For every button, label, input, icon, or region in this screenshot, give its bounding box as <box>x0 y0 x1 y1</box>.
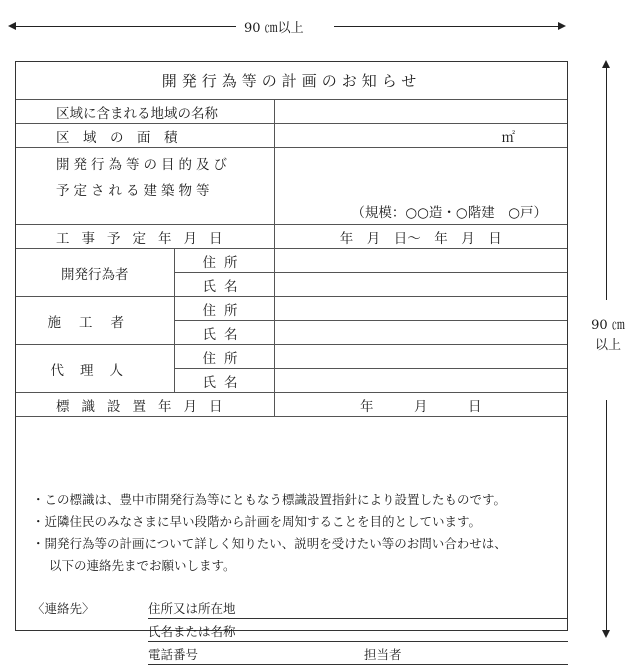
sign-date-label: 標識設置年月日 <box>16 393 274 417</box>
notes <box>32 489 507 577</box>
area-label: 区 域 の 面 積 <box>16 124 274 148</box>
agent-address-value <box>274 345 567 369</box>
table-row <box>16 124 567 148</box>
height-label: 90 ㎝ 以上 <box>591 318 625 353</box>
contact-person-label: 担当者 <box>364 647 402 662</box>
table-row <box>16 345 567 369</box>
name-label: 氏名 <box>174 369 274 393</box>
table-row <box>16 100 567 124</box>
contact-address-line <box>148 599 568 619</box>
contact-phone-line <box>148 645 568 665</box>
note-line: ・開発行為等の計画について詳しく知りたい、説明を受けたい等のお問い合わせは、 <box>32 536 507 551</box>
contact-name-line <box>148 622 568 642</box>
note-line: 以下の連絡先までお願いします。 <box>49 558 236 573</box>
agent-name-value <box>274 369 567 393</box>
table-row <box>16 225 567 249</box>
notice-board <box>15 61 568 662</box>
contact-phone-label: 電話番号 <box>148 647 199 662</box>
table-row <box>16 297 567 321</box>
arrow-right-icon <box>558 22 566 30</box>
area-name-value <box>274 100 567 124</box>
construction-dates-label: 工事予定年月日 <box>16 225 274 249</box>
developer-name-value <box>274 273 567 297</box>
title-row <box>16 62 567 100</box>
dimension-line <box>334 26 560 27</box>
contractor-name-value <box>274 321 567 345</box>
address-label: 住所 <box>174 345 274 369</box>
scale-note: （規模：○○造・○階建 ○戸） <box>274 148 567 225</box>
arrow-up-icon <box>602 60 610 68</box>
name-label: 氏名 <box>174 273 274 297</box>
table-row <box>16 393 567 417</box>
dimension-line <box>606 68 607 300</box>
note-line: ・この標識は、豊中市開発行為等にともなう標識設置指針により設置したものです。 <box>32 492 507 507</box>
contact-address-label: 住所又は所在地 <box>148 601 236 616</box>
table-row <box>16 249 567 273</box>
developer-label: 開発行為者 <box>16 249 174 297</box>
area-unit: ㎡ <box>274 124 567 148</box>
name-label: 氏名 <box>174 321 274 345</box>
address-label: 住所 <box>174 297 274 321</box>
agent-label: 代理人 <box>16 345 174 393</box>
notice-table <box>16 62 567 417</box>
dimension-line <box>14 26 236 27</box>
note-line: ・近隣住民のみなさまに早い段階から計画を周知することを目的としています。 <box>32 514 482 529</box>
arrow-down-icon <box>602 630 610 638</box>
sign-date-value: 年 月 日 <box>274 393 567 417</box>
area-name-label: 区域に含まれる地域の名称 <box>16 100 274 124</box>
board-title: 開発行為等の計画のお知らせ <box>16 62 567 100</box>
contractor-address-value <box>274 297 567 321</box>
contact-label: 〈連絡先〉 <box>32 601 95 616</box>
dimension-line <box>606 400 607 630</box>
purpose-label: 開発行為等の目的及び 予定される建築物等 <box>16 148 274 225</box>
developer-address-value <box>274 249 567 273</box>
contractor-label: 施工者 <box>16 297 174 345</box>
address-label: 住所 <box>174 249 274 273</box>
table-row <box>16 148 567 225</box>
width-label: 90 ㎝以上 <box>244 21 304 36</box>
width-dimension <box>8 18 570 34</box>
construction-dates-value: 年 月 日～ 年 月 日 <box>274 225 567 249</box>
contact-name-label: 氏名または名称 <box>148 624 236 639</box>
